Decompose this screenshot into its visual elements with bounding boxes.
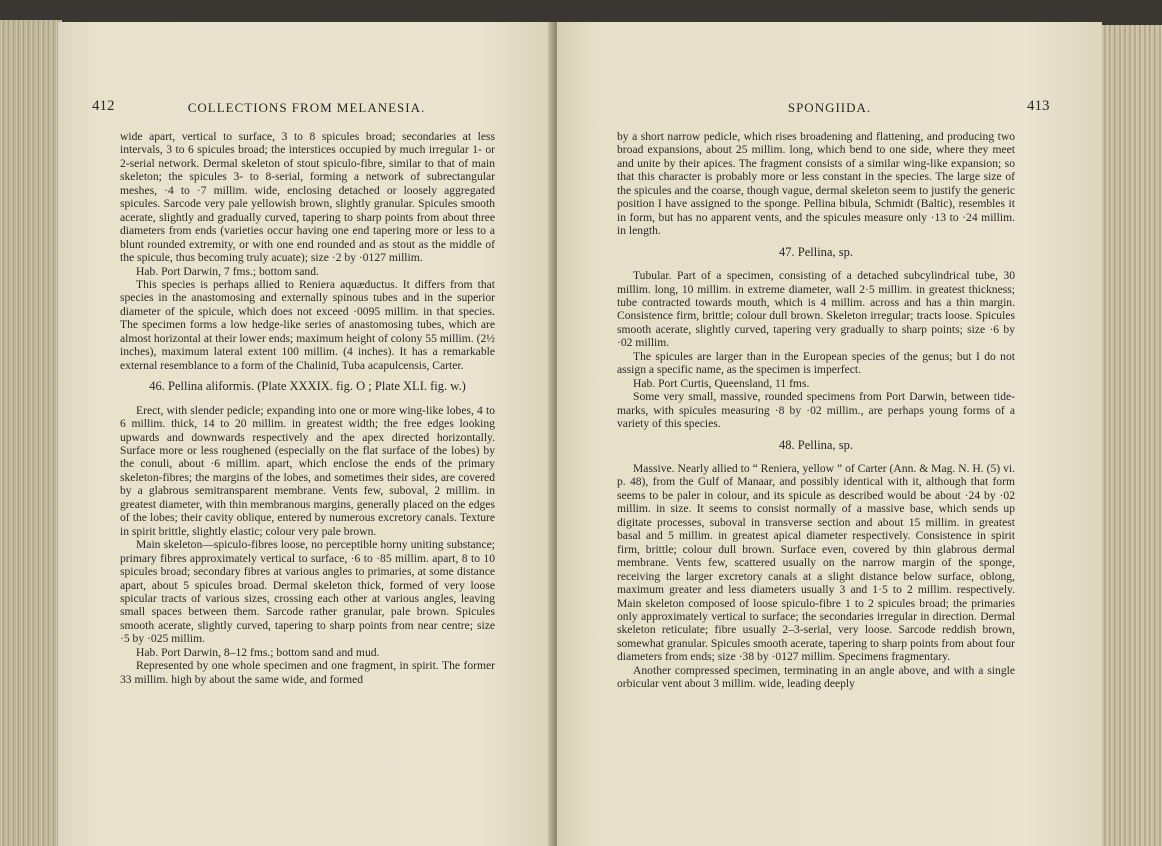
paragraph: by a short narrow pedicle, which rises broadening and flattening, and producing two broad expansions, about 25 millim. long, which bend to one side, where they meet and unite by their apices. The fragment consists of a similar wing-like expansion; so that this character is probably more or less constant in the species. The large size of the spicules and the coarse, though vague, dermal skeleton seem to justify the generic position I have assigned to the sponge. Pellina bibula, Schmidt (Baltic), resembles it in form, but has no apparent vents, and the spicules measure only ·13 to ·24 millim. in length. xyxy=(617,130,1015,238)
section-heading: 47. Pellina, sp. xyxy=(779,244,853,259)
right-page-number: 413 xyxy=(1027,98,1050,114)
page-edges-right xyxy=(1098,25,1162,846)
left-text-column xyxy=(120,130,495,686)
right-running-head: SPONGIIDA. xyxy=(787,100,872,115)
paragraph: This species is perhaps allied to Reniera aquæductus. It differs from that species in the anastomosing and externally spinous tubes and in the superior diameter of the spicule, which does not exceed ·0095 millim. in that species. The specimen forms a low hedge-like series of anastomosing tubes, which are almost horizontal at their lower ends; maximum height of colony 55 millim. (2½ inches), maximum lateral extent 100 millim. (4 inches). It has a remarkable external resemblance to a form of the Chalinid, Tuba acapulcensis, Carter. xyxy=(120,277,495,372)
paragraph: Represented by one whole specimen and one fragment, in spirit. The former 33 millim. high by about the same wide, and formed xyxy=(120,659,495,686)
paragraph: Hab. Port Curtis, Queensland, 11 fms. xyxy=(633,376,810,390)
paragraph: wide apart, vertical to surface, 3 to 8 spicules broad; secondaries at less intervals, 3 to 6 spicules broad; the interstices occupied by much irregular 1- or 2-serial network. Dermal skeleton of stout spiculo-fibre, similar to that of main skeleton; the spicules 3- to 8-serial, forming a network of subrectangular meshes, ·4 to ·7 millim. wide, enclosing detached or loosely aggregated spicules. Sarcode very pale yellowish brown, slightly granular. Spicules smooth acerate, slightly and gradually curved, tapering to sharp points from about three diameters from ends (varieties occur having one end tapering more or less to a blunt rounded extremity, or with one end rounded and as stout as the middle of the spicule, thus becoming truly acuate); size ·2 by ·0127 millim. xyxy=(120,130,495,265)
right-text-column xyxy=(617,130,1015,691)
section-heading: 46. Pellina aliformis. (Plate XXXIX. fig. O ; Plate XLI. fig. w.) xyxy=(149,379,466,394)
paragraph: Tubular. Part of a specimen, consisting of a detached subcylindrical tube, 30 millim. long, 10 millim. in extreme diameter, wall 2·5 millim. in greatest thickness; tube contracted towards mouth, which is 4 millim. across and has a thin margin. Consistence firm, brittle; colour dull brown. Skeleton irregular; tracts loose. Spicules smooth acerate, slightly curved, tapering very gradually to sharp points; size ·6 by ·02 millim. xyxy=(617,269,1015,350)
paragraph: Another compressed specimen, terminating in an angle above, and with a single orbicular vent about 3 millim. wide, leading deeply xyxy=(617,663,1015,691)
left-page-number: 412 xyxy=(92,98,115,114)
paragraph: Hab. Port Darwin, 7 fms.; bottom sand. xyxy=(136,264,319,278)
paragraph: Erect, with slender pedicle; expanding into one or more wing-like lobes, 4 to 6 millim. thick, 14 to 20 millim. in greatest width; the free edges looking upwards and downwards respectively and the apex directed horizontally. Surface more or less roughened (especially on the flat surface of the lobes) by the conuli, about ·6 millim. apart, which enclose the ends of the primary skeleton-fibres; the margins of the lobes, and sometimes their sides, are covered by a glabrous semitransparent membrane. Vents few, suboval, 2 millim. in greatest diameter, with thin membranous margins, generally placed on the edges of the lobes; their cavity oblique, entered by numerous excretory canals. Texture in spirit brittle, slightly elastic; colour very pale brown. xyxy=(120,403,495,538)
paragraph: Hab. Port Darwin, 8–12 fms.; bottom sand and mud. xyxy=(136,645,380,659)
paragraph: Massive. Nearly allied to “ Reniera, yellow ” of Carter (Ann. & Mag. N. H. (5) vi. p. 48), from the Gulf of Manaar, and possibly identical with it, although that form seems to be paler in colour, and its spicule as described would be about ·24 by ·02 millim. in size. It seems to consist normally of a massive base, which sends up digitate processes, suboval in transverse section and about 15 millim. in greatest basal and 5 millim. in greatest apical diameter respectively. Consistence in spirit firm, brittle; colour dull brown. Surface even, covered by thin glabrous dermal membrane. Vents few, scattered usually on the narrow margin of the sponge, receiving the larger excretory canals at a slight distance below surface, oblong, maximum greater and less diameters usually 3 and 1·5 to 2 millim. respectively. Main skeleton composed of loose spiculo-fibre 1 to 2 spicules broad; the primaries only approximately vertical to surface; the secondaries irregular in direction. Dermal skeleton reticulate; fibre usually 2–3-serial, very loose. Sarcode reddish brown, somewhat granular. Spicules smooth acerate, tapering to sharp points from about four diameters from ends; size ·38 by ·0127 millim. Specimens fragmentary. xyxy=(617,461,1015,664)
right-page xyxy=(557,22,1102,846)
section-heading: 48. Pellina, sp. xyxy=(779,437,853,452)
left-running-head: COLLECTIONS FROM MELANESIA. xyxy=(187,100,426,115)
page-edges-left xyxy=(0,20,62,846)
paragraph: Some very small, massive, rounded specimens from Port Darwin, between tide-marks, with spicules measuring ·8 by ·02 millim., are perhaps young forms of a variety of this species. xyxy=(617,390,1015,431)
left-page xyxy=(58,22,555,846)
paragraph: Main skeleton—spiculo-fibres loose, no perceptible horny uniting substance; primary fibres approximately vertical to surface, ·6 to ·85 millim. apart, 8 to 10 spicules broad; secondary fibres at various angles to primaries, at some distance apart, about 5 spicules broad. Dermal skeleton thick, formed of very loose spicular tracts of various sizes, crossing each other at various angles, leaving small spaces between them. Sarcode rather granular, pale brown. Spicules smooth acerate, slightly curved, tapering to sharp points from near centre; size ·5 by ·025 millim. xyxy=(120,538,495,646)
paragraph: The spicules are larger than in the European species of the genus; but I do not assign a specific name, as the specimen is imperfect. xyxy=(617,349,1015,377)
